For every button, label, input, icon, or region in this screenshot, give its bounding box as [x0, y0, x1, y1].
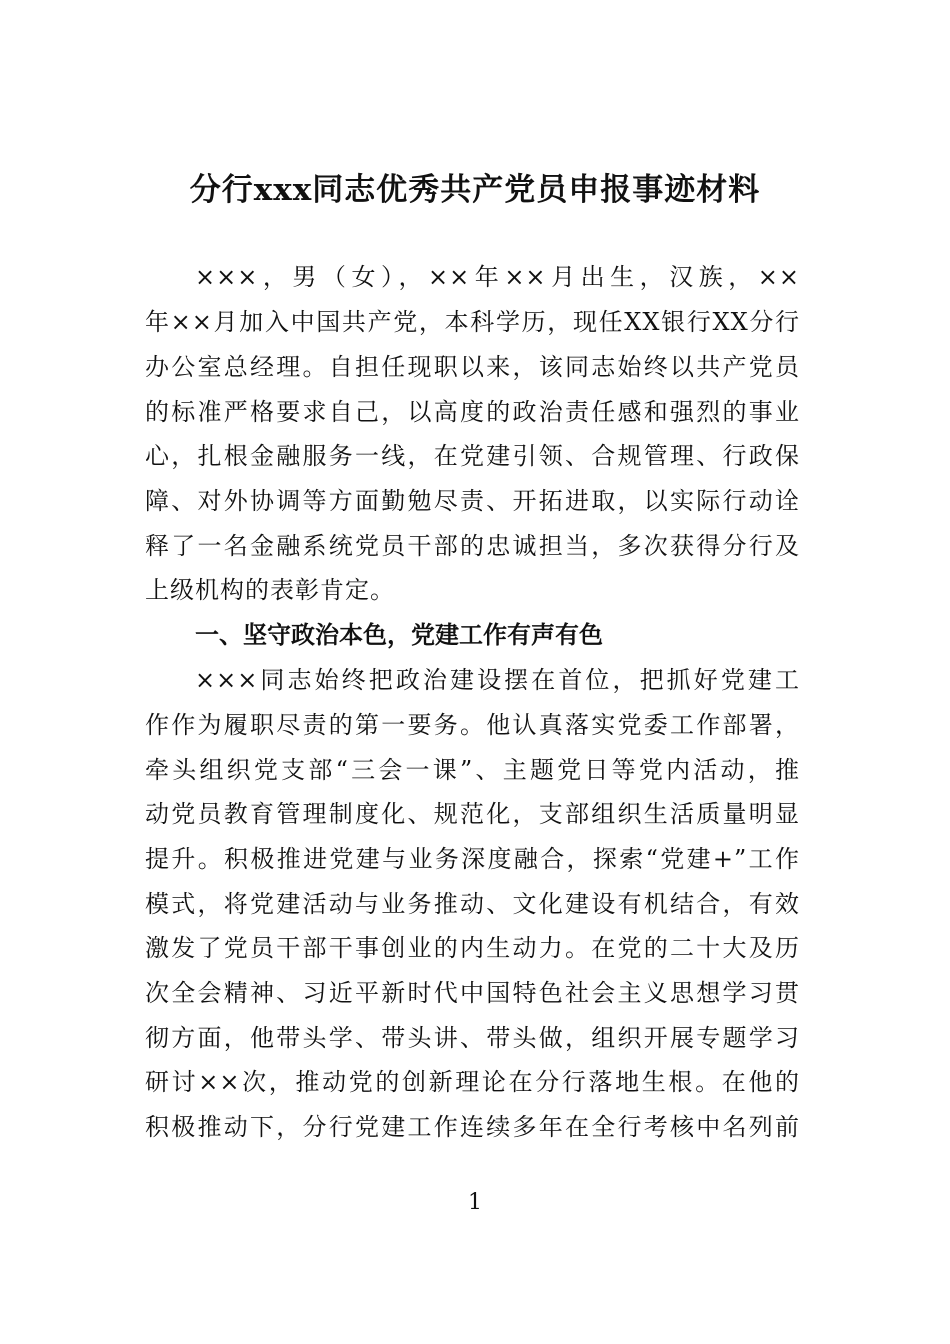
paragraph-line: 次全会精神、习近平新时代中国特色社会主义思想学习贯 [145, 979, 800, 1007]
paragraph-line: 释了一名金融系统党员干部的忠诚担当，多次获得分行及 [145, 532, 800, 560]
document-title: 分行xxx同志优秀共产党员申报事迹材料 [189, 172, 761, 208]
paragraph-line: 牵头组织党支部“三会一课”、主题党日等党内活动，推 [145, 756, 800, 784]
paragraph-line: ×××，男（女），××年××月出生，汉族，×× [195, 263, 800, 291]
paragraph-line: 积极推动下，分行党建工作连续多年在全行考核中名列前 [145, 1113, 800, 1141]
paragraph-line: 上级机构的表彰肯定。 [145, 576, 395, 604]
paragraph-line: ×××同志始终把政治建设摆在首位，把抓好党建工 [195, 666, 800, 694]
paragraph-line: 动党员教育管理制度化、规范化，支部组织生活质量明显 [145, 800, 800, 828]
paragraph-line: 彻方面，他带头学、带头讲、带头做，组织开展专题学习 [145, 1024, 800, 1052]
paragraph-line: 作作为履职尽责的第一要务。他认真落实党委工作部署， [145, 711, 800, 739]
paragraph-line: 模式，将党建活动与业务推动、文化建设有机结合，有效 [145, 890, 800, 918]
paragraph-line: 办公室总经理。自担任现职以来，该同志始终以共产党员 [145, 353, 800, 381]
paragraph-line: 激发了党员干部干事创业的内生动力。在党的二十大及历 [145, 934, 800, 962]
paragraph-line: 年××月加入中国共产党，本科学历，现任XX银行XX分行 [145, 308, 800, 336]
paragraph-line: 心，扎根金融服务一线，在党建引领、合规管理、行政保 [145, 442, 800, 470]
section-heading: 一、坚守政治本色，党建工作有声有色 [195, 621, 603, 649]
page-number: 1 [468, 1190, 482, 1215]
paragraph-line: 提升。积极推进党建与业务深度融合，探索“党建+”工作 [145, 845, 800, 873]
paragraph-line: 障、对外协调等方面勤勉尽责、开拓进取，以实际行动诠 [145, 487, 800, 515]
paragraph-line: 的标准严格要求自己，以高度的政治责任感和强烈的事业 [145, 398, 800, 426]
paragraph-line: 研讨××次，推动党的创新理论在分行落地生根。在他的 [145, 1068, 800, 1096]
